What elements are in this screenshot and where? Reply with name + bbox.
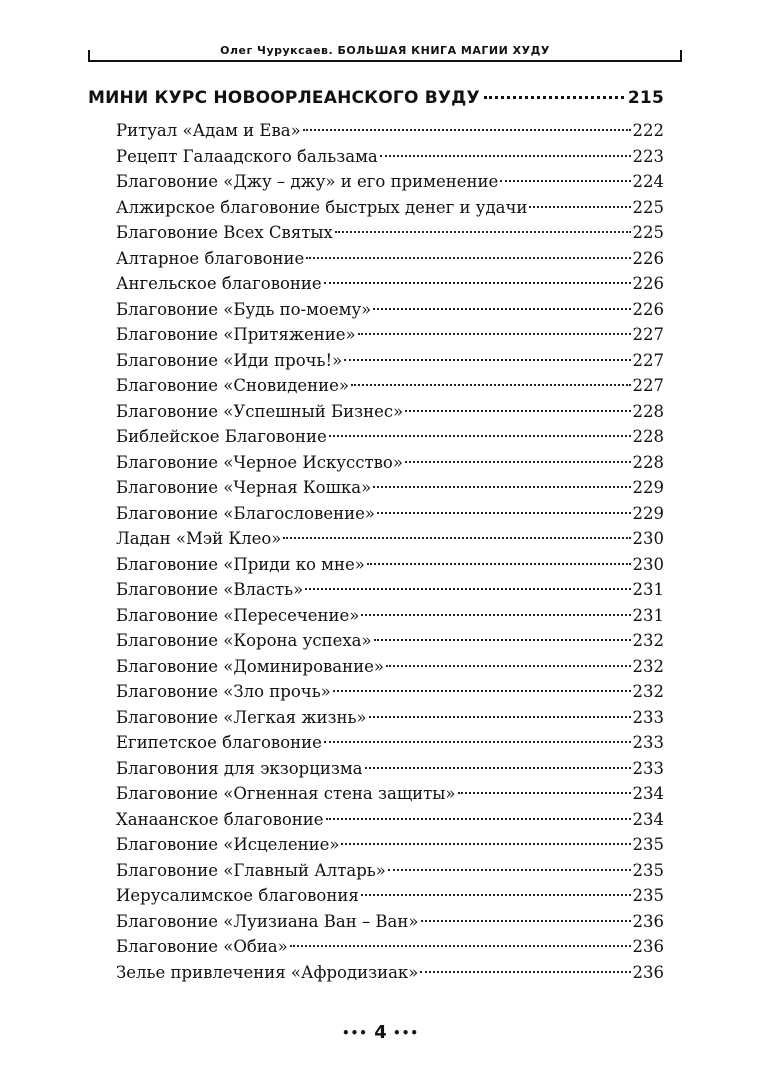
- entry-page-number: 232: [632, 631, 664, 650]
- toc-entry: [116, 424, 664, 450]
- entry-title: Зелье привлечения «Афродизиак»: [116, 962, 419, 982]
- section-title: МИНИ КУРС НОВООРЛЕАНСКОГО ВУДУ: [88, 88, 480, 108]
- running-head: [88, 44, 682, 62]
- toc-entry: [116, 832, 664, 858]
- entry-page-number: 227: [632, 376, 664, 395]
- dot-leader: [373, 486, 630, 488]
- entry-page-number: 223: [632, 146, 664, 166]
- toc-entry: [116, 552, 664, 578]
- dot-leader: [484, 96, 624, 99]
- dot-leader: [361, 614, 630, 616]
- dot-leader: [380, 155, 631, 157]
- toc-entry: [116, 807, 664, 833]
- entry-title: Ангельское благовоние: [116, 274, 322, 293]
- toc-entry: [116, 220, 664, 246]
- entry-page-number: 235: [632, 835, 664, 854]
- page-footer: [0, 1022, 761, 1043]
- dot-leader: [344, 359, 630, 361]
- entry-title: Благовоние «Исцеление»: [116, 835, 340, 854]
- entry-title: Иерусалимское благовония: [116, 886, 359, 905]
- entry-title: Благовоние «Главный Алтарь»: [116, 860, 386, 880]
- dot-leader: [361, 894, 631, 896]
- entry-page-number: 226: [632, 274, 664, 293]
- toc-entries: [116, 118, 664, 985]
- dot-leader: [306, 257, 630, 259]
- dot-leader: [335, 231, 631, 233]
- toc-entry: [116, 475, 664, 501]
- toc-entry: [116, 246, 664, 272]
- entry-title: Благовоние «Луизиана Ван – Ван»: [116, 911, 419, 931]
- toc-entry: [116, 399, 664, 425]
- entry-title: Ладан «Мэй Клео»: [116, 529, 282, 548]
- entry-title: Ритуал «Адам и Ева»: [116, 121, 301, 140]
- entry-title: Благовоние «Огненная стена защиты»: [116, 784, 456, 803]
- entry-title: Благовоние «Обиа»: [116, 937, 288, 956]
- entry-page-number: 232: [632, 682, 664, 701]
- dot-leader: [420, 971, 630, 973]
- dot-leader: [421, 920, 631, 922]
- entry-page-number: 231: [632, 605, 664, 625]
- page-number: 4: [374, 1022, 387, 1043]
- dot-leader: [329, 435, 631, 437]
- entry-title: Благовоние «Сновидение»: [116, 376, 349, 395]
- folio-ornament-left: •••: [341, 1026, 368, 1040]
- toc-section-heading: [88, 88, 664, 118]
- entry-page-number: 232: [632, 656, 664, 676]
- entry-title: Благовоние «Зло прочь»: [116, 682, 331, 701]
- dot-leader: [365, 767, 631, 769]
- table-of-contents: [88, 88, 664, 985]
- toc-entry: [116, 501, 664, 527]
- entry-page-number: 233: [632, 758, 664, 778]
- toc-entry: [116, 348, 664, 374]
- entry-page-number: 225: [632, 197, 664, 217]
- entry-title: Благовоние «Приди ко мне»: [116, 554, 365, 574]
- dot-leader: [324, 741, 631, 743]
- toc-entry: [116, 195, 664, 221]
- toc-entry: [116, 960, 664, 986]
- toc-entry: [116, 118, 664, 144]
- dot-leader: [529, 206, 630, 208]
- toc-entry: [116, 628, 664, 654]
- running-title: Олег Чуруксаев. БОЛЬШАЯ КНИГА МАГИИ ХУДУ: [214, 44, 556, 57]
- entry-title: Благовоние «Притяжение»: [116, 325, 356, 344]
- entry-title: Алжирское благовоние быстрых денег и удачи: [116, 197, 528, 217]
- entry-title: Благовоние «Благословение»: [116, 503, 375, 523]
- dot-leader: [377, 512, 631, 514]
- toc-entry: [116, 934, 664, 960]
- entry-page-number: 230: [632, 529, 664, 548]
- entry-page-number: 227: [632, 325, 664, 344]
- dot-leader: [333, 690, 631, 692]
- entry-page-number: 227: [632, 350, 664, 370]
- toc-entry: [116, 654, 664, 680]
- entry-page-number: 233: [632, 733, 664, 752]
- entry-page-number: 235: [632, 860, 664, 880]
- folio-ornament-right: •••: [393, 1026, 420, 1040]
- toc-entry: [116, 169, 664, 195]
- toc-entry: [116, 526, 664, 552]
- entry-title: Благовоние «Корона успеха»: [116, 631, 372, 650]
- toc-entry: [116, 756, 664, 782]
- entry-title: Благовоние Всех Святых: [116, 223, 333, 242]
- dot-leader: [290, 945, 631, 947]
- toc-entry: [116, 271, 664, 297]
- toc-entry: [116, 679, 664, 705]
- toc-entry: [116, 577, 664, 603]
- entry-page-number: 235: [632, 886, 664, 905]
- entry-title: Благовоние «Черное Искусство»: [116, 452, 403, 472]
- entry-page-number: 234: [632, 784, 664, 803]
- entry-title: Благовоние «Власть»: [116, 580, 304, 599]
- toc-entry: [116, 730, 664, 756]
- entry-title: Благовоние «Иди прочь!»: [116, 350, 343, 370]
- entry-page-number: 236: [632, 937, 664, 956]
- dot-leader: [388, 869, 631, 871]
- dot-leader: [358, 333, 631, 335]
- dot-leader: [458, 792, 631, 794]
- entry-page-number: 224: [632, 172, 664, 191]
- toc-entry: [116, 781, 664, 807]
- dot-leader: [373, 308, 630, 310]
- dot-leader: [341, 843, 630, 845]
- entry-title: Благовоние «Джу – джу» и его применение: [116, 172, 499, 191]
- toc-entry: [116, 909, 664, 935]
- toc-entry: [116, 297, 664, 323]
- dot-leader: [405, 461, 631, 463]
- dot-leader: [374, 639, 631, 641]
- entry-title: Благовоние «Доминирование»: [116, 656, 384, 676]
- dot-leader: [367, 563, 631, 565]
- entry-page-number: 236: [632, 962, 664, 982]
- entry-page-number: 225: [632, 223, 664, 242]
- entry-page-number: 228: [632, 401, 664, 421]
- entry-page-number: 229: [632, 478, 664, 497]
- entry-title: Библейское Благовоние: [116, 427, 327, 446]
- entry-page-number: 230: [632, 554, 664, 574]
- entry-page-number: 234: [632, 809, 664, 829]
- toc-entry: [116, 603, 664, 629]
- dot-leader: [303, 129, 631, 131]
- header-rule: [88, 60, 682, 62]
- dot-leader: [500, 180, 630, 182]
- entry-page-number: 228: [632, 427, 664, 446]
- toc-entry: [116, 144, 664, 170]
- entry-page-number: 231: [632, 580, 664, 599]
- entry-page-number: 236: [632, 911, 664, 931]
- toc-entry: [116, 705, 664, 731]
- entry-title: Благовоние «Будь по-моему»: [116, 299, 372, 319]
- entry-title: Благовоние «Успешный Бизнес»: [116, 401, 404, 421]
- toc-entry: [116, 883, 664, 909]
- entry-title: Благовоние «Черная Кошка»: [116, 478, 372, 497]
- entry-page-number: 226: [632, 248, 664, 268]
- entry-title: Ханаанское благовоние: [116, 809, 324, 829]
- entry-page-number: 226: [632, 299, 664, 319]
- entry-title: Благовония для экзорцизма: [116, 758, 363, 778]
- dot-leader: [324, 282, 631, 284]
- toc-entry: [116, 450, 664, 476]
- entry-title: Египетское благовоние: [116, 733, 322, 752]
- dot-leader: [305, 588, 630, 590]
- entry-title: Благовоние «Легкая жизнь»: [116, 707, 367, 727]
- toc-entry: [116, 322, 664, 348]
- entry-page-number: 228: [632, 452, 664, 472]
- dot-leader: [386, 665, 631, 667]
- section-page-number: 215: [627, 88, 664, 108]
- dot-leader: [405, 410, 630, 412]
- entry-page-number: 222: [632, 121, 664, 140]
- entry-title: Рецепт Галаадского бальзама: [116, 146, 378, 166]
- dot-leader: [326, 818, 631, 820]
- entry-title: Алтарное благовоние: [116, 248, 305, 268]
- dot-leader: [283, 537, 630, 539]
- entry-page-number: 229: [632, 503, 664, 523]
- dot-leader: [351, 384, 631, 386]
- dot-leader: [369, 716, 631, 718]
- toc-entry: [116, 373, 664, 399]
- toc-entry: [116, 858, 664, 884]
- entry-page-number: 233: [632, 707, 664, 727]
- entry-title: Благовоние «Пересечение»: [116, 605, 360, 625]
